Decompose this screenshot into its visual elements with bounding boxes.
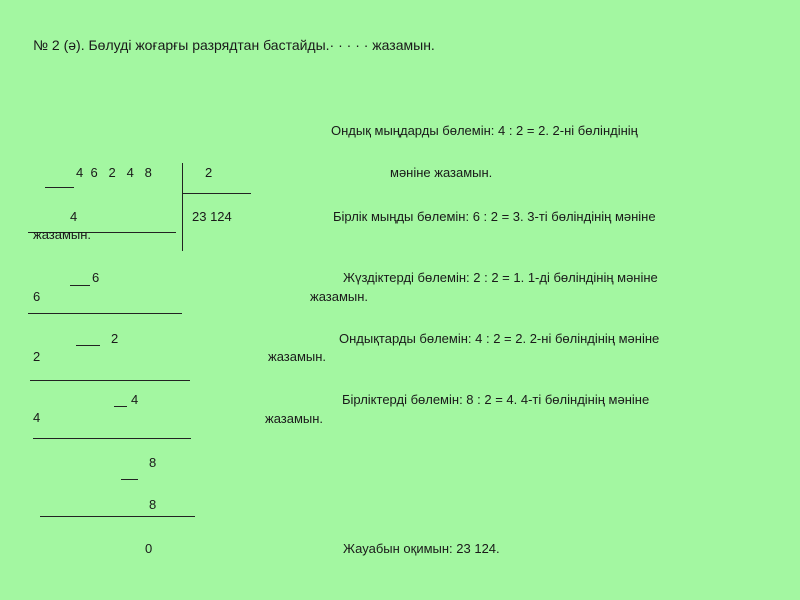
step-4-line-2: жазамын. (268, 349, 327, 364)
underline-4 (33, 438, 191, 439)
subtrahend-3: 2 (33, 349, 41, 364)
divisor: 2 (205, 165, 213, 180)
answer-text: Жауабын оқимын: 23 124. (343, 541, 500, 556)
exercise-title: № 2 (ә). Бөлуді жоғарғы разрядтан бастайды.· · · · · жазамын. (33, 37, 435, 53)
step-4-line-1: Ондықтарды бөлемін: 4 : 2 = 2. 2-ні бөліндінің мәніне (339, 331, 660, 346)
underline-3 (30, 380, 190, 381)
minus-sign (76, 345, 100, 346)
minus-sign (121, 479, 138, 480)
division-bracket-vertical (182, 163, 183, 251)
subtrahend-5: 8 (149, 497, 157, 512)
step-1-line-2: мәніне жазамын. (390, 165, 493, 180)
final-remainder: 0 (145, 541, 153, 556)
quotient: 23 124 (192, 209, 232, 224)
step-2-line-2: жазамын. (33, 227, 92, 242)
step-2-line-1: Бірлік мыңды бөлемін: 6 : 2 = 3. 3-ті бөліндінің мәніне (333, 209, 656, 224)
step-5-line-1: Бірліктерді бөлемін: 8 : 2 = 4. 4-ті бөліндінің мәніне (342, 392, 650, 407)
remainder-3: 4 (131, 392, 139, 407)
minus-sign (45, 187, 74, 188)
remainder-4: 8 (149, 455, 157, 470)
subtrahend-2: 6 (33, 289, 41, 304)
step-3-line-1: Жүздіктерді бөлемін: 2 : 2 = 1. 1-ді бөліндінің мәніне (343, 270, 658, 285)
dividend: 4 6 2 4 8 (76, 165, 152, 180)
underline-5 (40, 516, 195, 517)
step-5-line-2: жазамын. (265, 411, 324, 426)
minus-sign (114, 406, 127, 407)
remainder-1: 6 (92, 270, 100, 285)
division-bracket-horizontal (182, 193, 251, 194)
step-1-line-1: Ондық мыңдарды бөлемін: 4 : 2 = 2. 2-ні бөліндінің (331, 123, 638, 138)
subtrahend-1: 4 (70, 209, 78, 224)
underline-2 (28, 313, 182, 314)
step-3-line-2: жазамын. (310, 289, 369, 304)
minus-sign (70, 285, 90, 286)
subtrahend-4: 4 (33, 410, 41, 425)
remainder-2: 2 (111, 331, 119, 346)
